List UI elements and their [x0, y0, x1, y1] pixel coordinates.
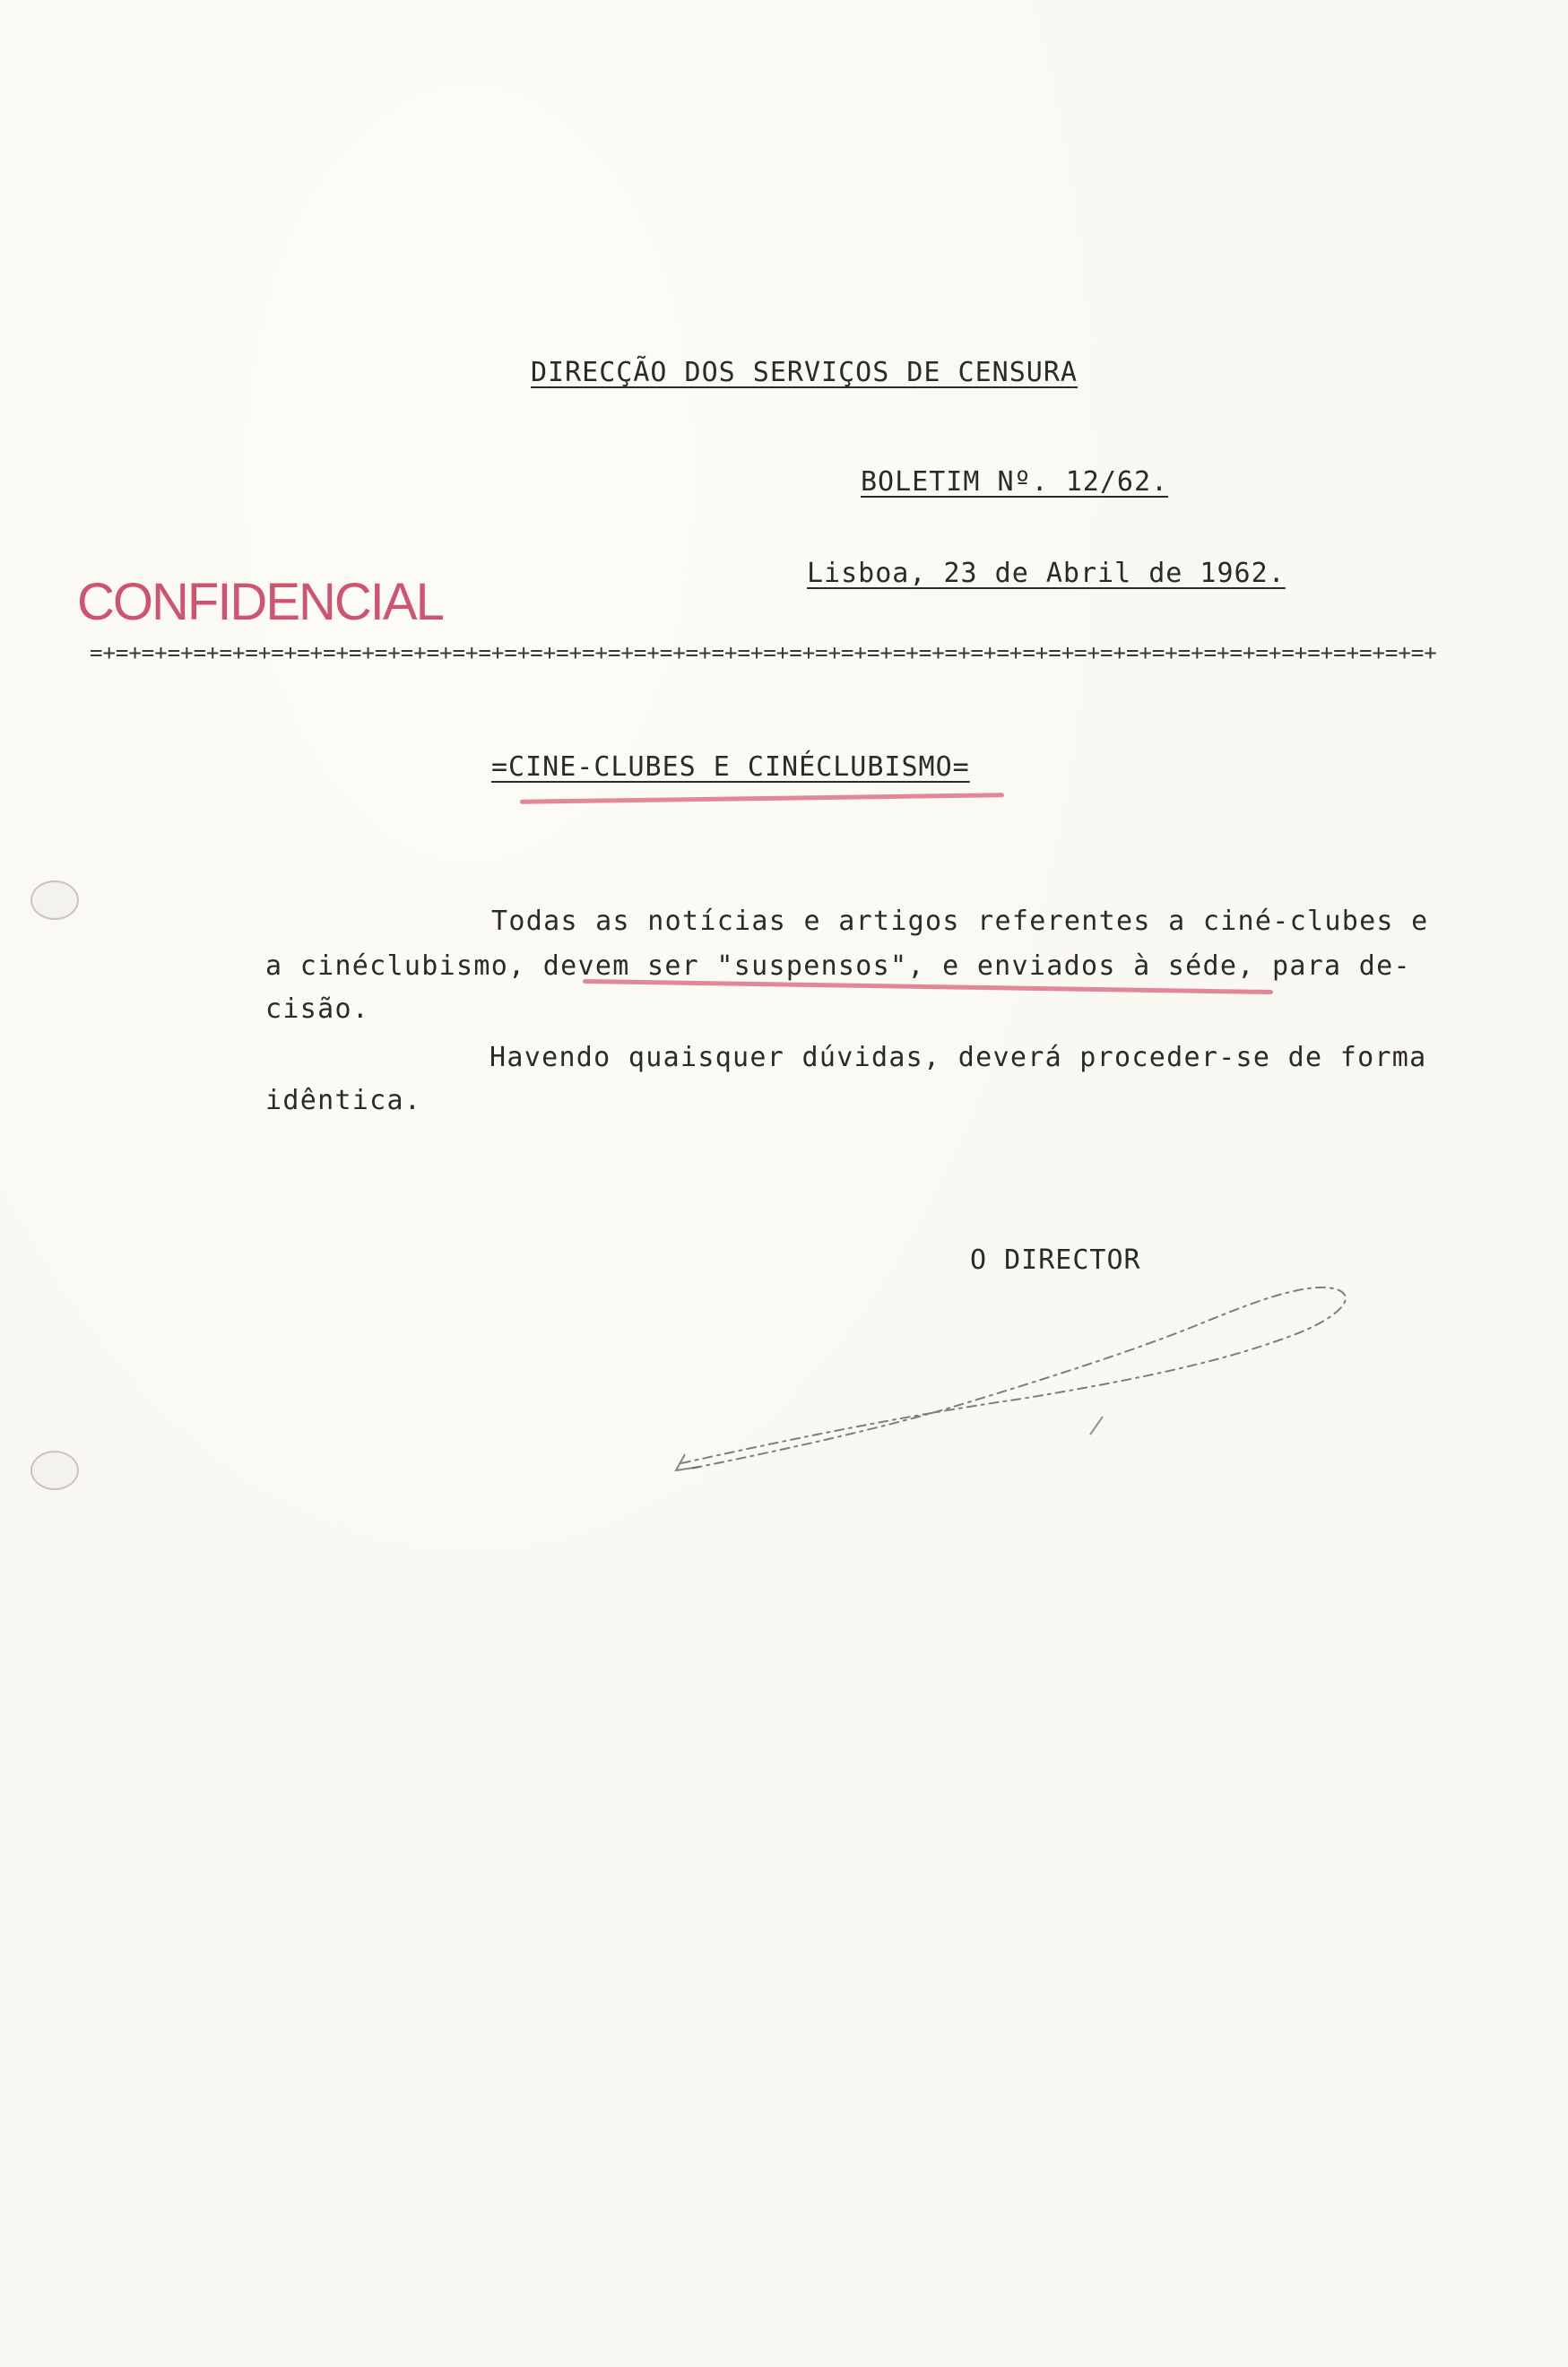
subject-title: =CINE-CLUBES E CINÉCLUBISMO=: [491, 751, 970, 783]
paragraph-2-line-1: Havendo quaisquer dúvidas, deverá proceder-se de forma: [489, 1042, 1427, 1073]
signature-scribble: [663, 1255, 1381, 1488]
confidential-stamp: CONFIDENCIAL: [77, 573, 443, 631]
paragraph-2-line-2: idêntica.: [265, 1085, 422, 1116]
signatory-title: O DIRECTOR: [970, 1244, 1141, 1276]
paragraph-1-line-3: cisão.: [265, 993, 370, 1025]
paragraph-1-line-2: a cinéclubismo, devem ser "suspensos", e enviados à séde, para de-: [265, 950, 1411, 982]
punch-hole-bottom: [30, 1451, 79, 1490]
paragraph-1-line-1: Todas as notícias e artigos referentes a ciné-clubes e: [491, 906, 1429, 937]
date-line: Lisboa, 23 de Abril de 1962.: [807, 558, 1286, 589]
punch-hole-top: [30, 880, 79, 920]
subject-red-marker: [520, 793, 1004, 804]
separator-line: =+=+=+=+=+=+=+=+=+=+=+=+=+=+=+=+=+=+=+=+=+=+=+=+=+=+=+=+=+=+=+=+=+=+=+=+=+=+=+=+=+=+=+=+=+=+=+=+=+=+=+=+: [90, 640, 1437, 665]
bulletin-number: BOLETIM Nº. 12/62.: [861, 466, 1169, 498]
document-header: DIRECÇÃO DOS SERVIÇOS DE CENSURA: [531, 357, 1078, 388]
